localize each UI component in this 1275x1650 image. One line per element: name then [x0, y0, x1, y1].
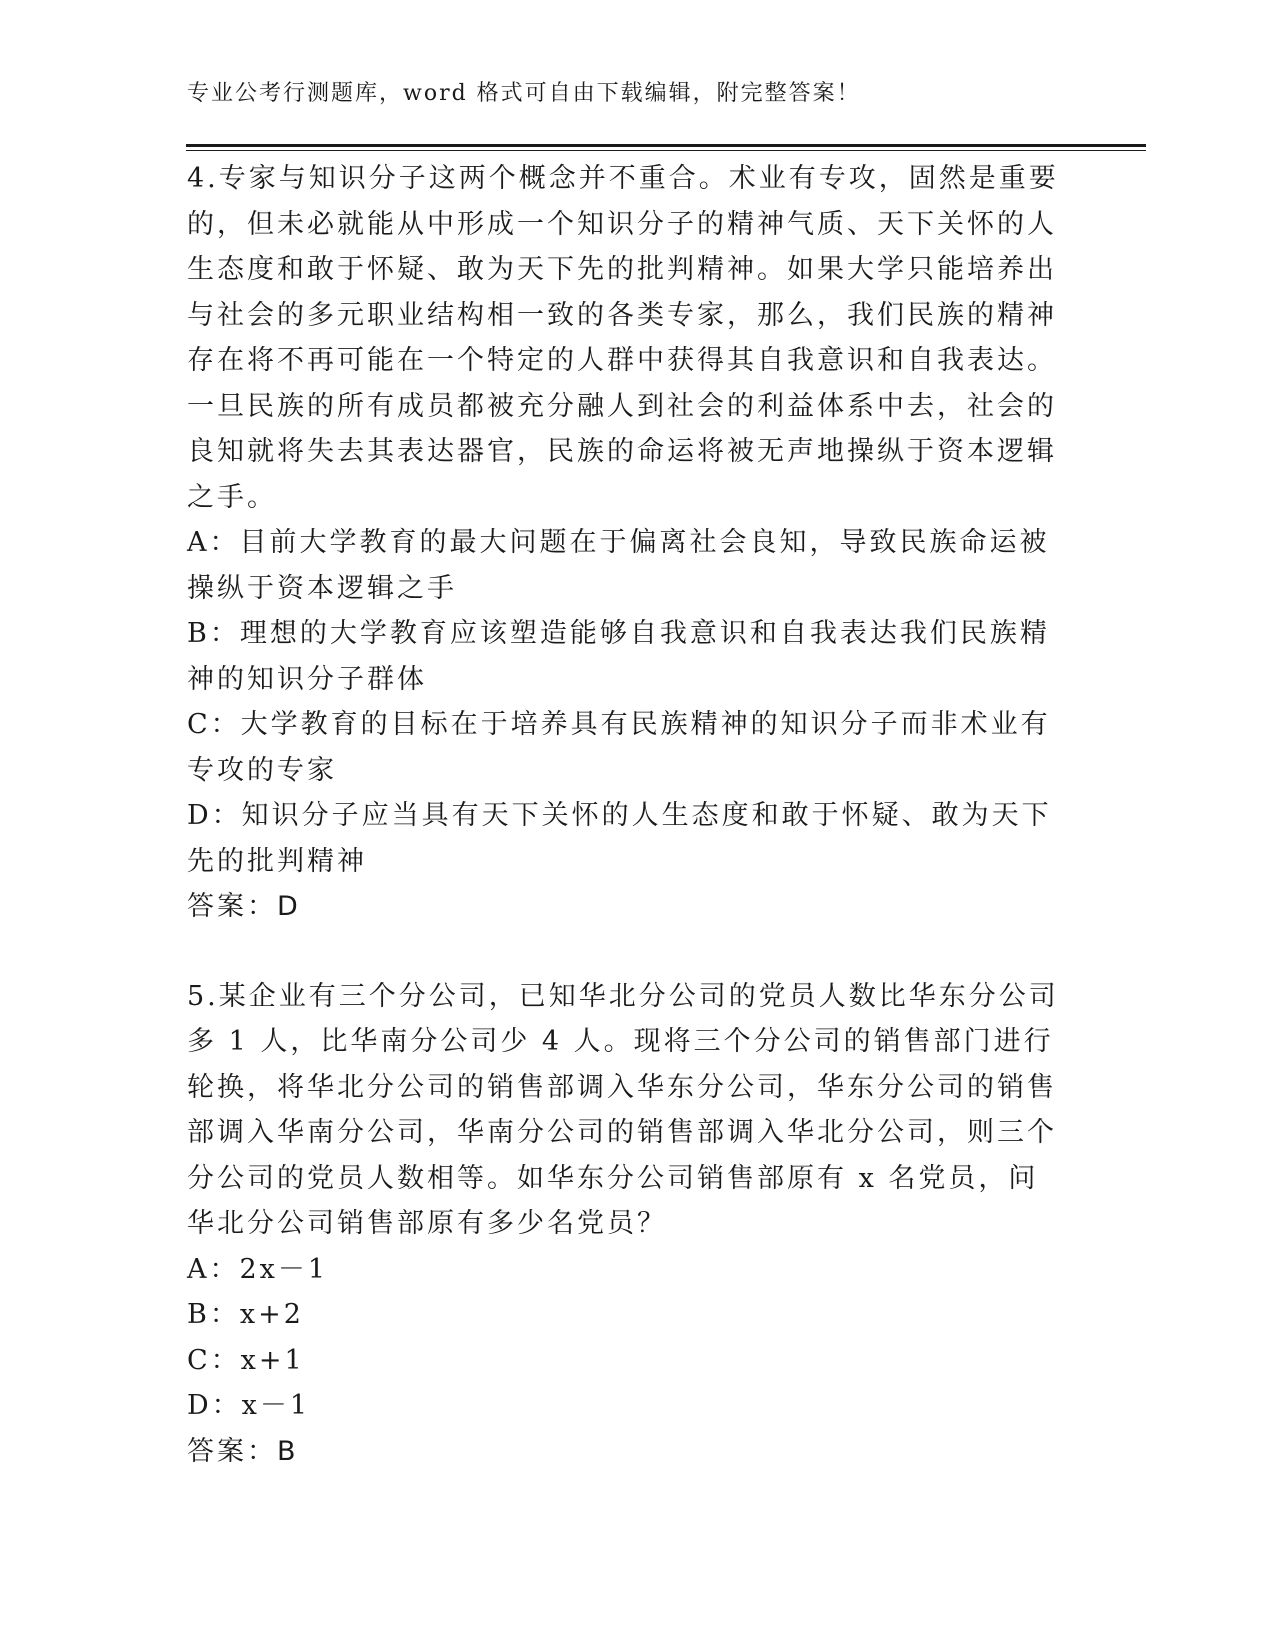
header-rule-thick: [186, 144, 1146, 147]
question-4-option-d: D：知识分子应当具有天下关怀的人生态度和敢于怀疑、敢为天下先的批判精神: [187, 800, 1052, 877]
page-header: 专业公考行测题库，word 格式可自由下载编辑，附完整答案！: [187, 81, 861, 106]
question-5-option-d: D：x－1: [187, 1390, 311, 1421]
question-4-option-a: A：目前大学教育的最大问题在于偏离社会良知，导致民族命运被操纵于资本逻辑之手: [187, 527, 1050, 604]
header-rule-thin: [186, 150, 1146, 151]
question-5-option-a: A：2x－1: [187, 1253, 329, 1285]
question-4-option-c: C：大学教育的目标在于培养具有民族精神的知识分子而非术业有专攻的专家: [187, 709, 1051, 786]
question-5-answer: 答案：B: [187, 1435, 299, 1467]
question-spacer: [187, 930, 1067, 974]
question-5-option-b: B：x+2: [187, 1299, 304, 1330]
question-4-option-b: B：理想的大学教育应该塑造能够自我意识和自我表达我们民族精神的知识分子群体: [187, 618, 1050, 695]
questions-body: [187, 156, 1067, 1474]
question-5: [187, 974, 1067, 1475]
question-4-answer: 答案：D: [187, 891, 301, 922]
question-5-stem: 5.某企业有三个分公司，已知华北分公司的党员人数比华东分公司多 1 人，比华南分公司少 4 人。现将三个分公司的销售部门进行轮换，将华北分公司的销售部调入华东分公司，华东分公司的销售部调入华南分公司，华南分公司的销售部调入华北分公司，则三个分公司的党员人数相等。如华东分公司销售部原有 x 名党员，问华北分公司销售部原有多少名党员？: [187, 980, 1059, 1239]
question-5-option-c: C：x+1: [187, 1344, 305, 1376]
question-4-stem: 4.专家与知识分子这两个概念并不重合。术业有专攻，固然是重要的，但未必就能从中形成一个知识分子的精神气质、天下关怀的人生态度和敢于怀疑、敢为天下先的批判精神。如果大学只能培养出与社会的多元职业结构相一致的各类专家，那么，我们民族的精神存在将不再可能在一个特定的人群中获得其自我意识和自我表达。一旦民族的所有成员都被充分融人到社会的利益体系中去，社会的良知就将失去其表达器官，民族的命运将被无声地操纵于资本逻辑之手。: [187, 163, 1059, 513]
question-4: [187, 156, 1067, 930]
